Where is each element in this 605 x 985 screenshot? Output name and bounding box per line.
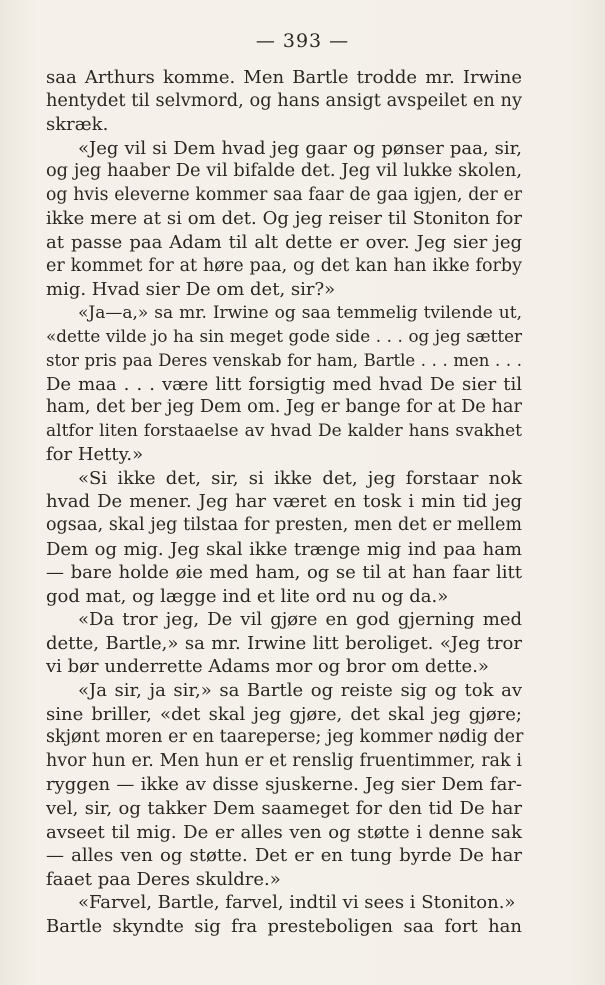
text-line: god mat, og lægge ind et lite ord nu og da.» [46,585,449,607]
text-line: «Jeg vil si Dem hvad jeg gaar og pønser paa, sir, [78,137,522,159]
text-line: og hvis eleverne kommer saa faar de gaa igjen, der er [46,184,522,205]
text-line: sine briller, «det skal jeg gjøre, det skal jeg gjøre; [46,703,522,725]
text-line: «Da tror jeg, De vil gjøre en god gjerning med [78,609,522,631]
text-line: avseet til mig. De er alles ven og støtte i denne sak [46,821,522,843]
text-line: saa Arthurs komme. Men Bartle trodde mr. Irwine [46,67,522,88]
text-line: skræk. [46,114,109,136]
text-line: — bare holde øie med ham, og se til at han faar litt [46,562,522,584]
text-line: ikke mere at si om det. Og jeg reiser til Stoniton for [46,208,522,230]
text-line: «Ja—a,» sa mr. Irwine og saa temmelig tvilende ut, [78,302,522,323]
text-line: hentydet til selvmord, og hans ansigt avspeilet en ny [46,90,522,111]
text-line: er kommet for at høre paa, og det kan han ikke forby [46,255,522,276]
text-line: skjønt moren er en taareperse; jeg kommer nødig der [46,727,524,748]
text-line: vel, sir, og takker Dem saameget for den tid De har [46,797,522,819]
text-line: og jeg haaber De vil bifalde det. Jeg vil lukke skolen, [46,161,522,182]
text-line: hvor hun er. Men hun er et renslig fruentimmer, rak i [46,750,522,771]
text-line: mig. Hvad sier De om det, sir?» [46,279,336,301]
text-line: stor pris paa Deres venskab for ham, Bartle . . . men . . . [46,350,522,370]
text-line: dette, Bartle,» sa mr. Irwine litt beroliget. «Jeg tror [46,632,522,654]
text-line: ogsaa, skal jeg tilstaa for presten, men det er mellem [46,514,522,535]
text-line: — alles ven og støtte. Det er en tung byrde De har [46,845,522,867]
text-line: De maa . . . være litt forsigtig med hvad De sier til [46,373,522,395]
text-line: «Si ikke det, sir, si ikke det, jeg forstaar nok [78,467,522,489]
text-line: hvad De mener. Jeg har været en tosk i min tid jeg [46,491,522,513]
text-line: ham, det ber jeg Dem om. Jeg er bange for at De har [46,397,522,418]
page-number: — 393 — [255,30,350,52]
text-line: «Farvel, Bartle, farvel, indtil vi sees i Stoniton.» [78,892,516,914]
text-line: vi bør underrette Adams mor og bror om dette.» [46,656,489,678]
text-line: altfor liten forstaaelse av hvad De kalder hans svakhet [46,420,522,441]
body-text [46,66,522,938]
text-line: faaet paa Deres skuldre.» [46,868,281,890]
text-line: Dem og mig. Jeg skal ikke trænge mig ind paa ham [46,538,522,560]
text-line: Bartle skyndte sig fra presteboligen saa fort han [46,915,522,937]
text-line: at passe paa Adam til alt dette er over. Jeg sier jeg [46,232,522,254]
text-line: «dette vilde jo ha sin meget gode side . . . og jeg sætter [46,326,522,347]
text-line: for Hetty.» [46,444,144,466]
text-line: ryggen — ikke av disse sjuskerne. Jeg sier Dem far- [46,774,522,796]
text-line: «Ja sir, ja sir,» sa Bartle og reiste sig og tok av [78,680,522,702]
